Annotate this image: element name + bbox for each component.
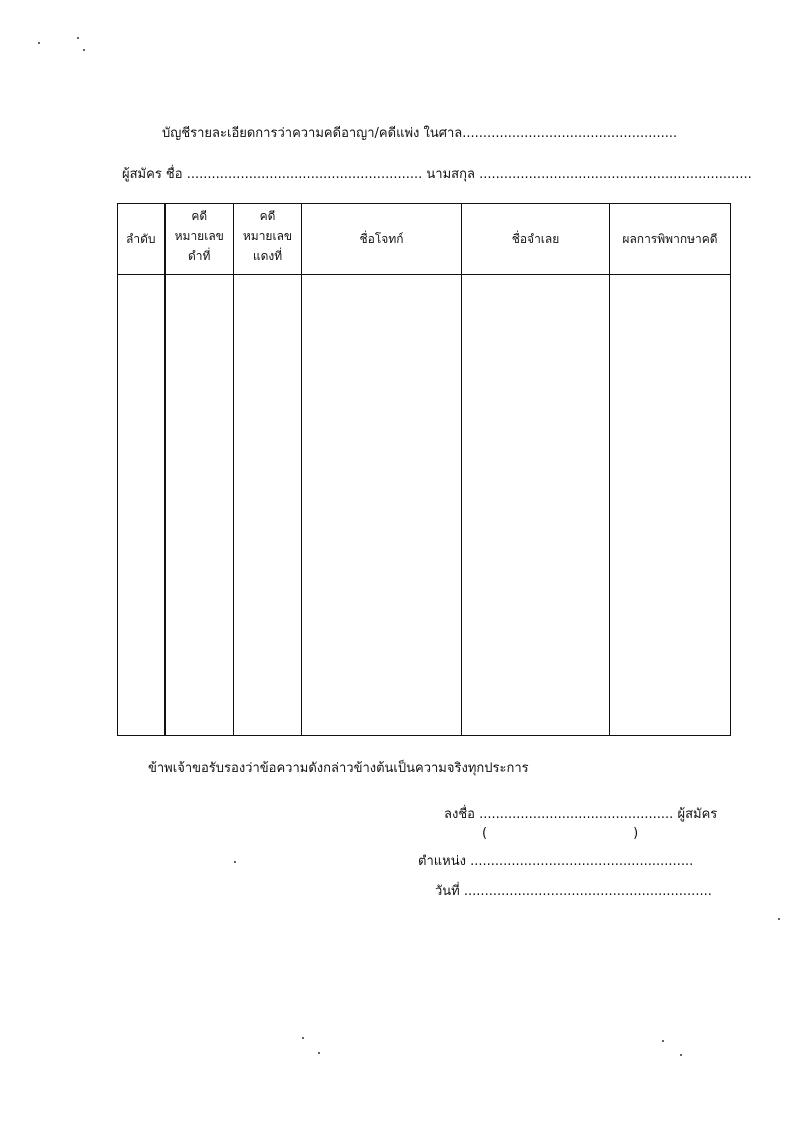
table-header-row xyxy=(118,204,731,275)
scan-speck xyxy=(83,49,85,51)
scan-speck xyxy=(318,1052,320,1054)
col-header-judgment: ผลการพิพากษาคดี xyxy=(610,204,731,275)
first-name-field[interactable]: ......................................................... xyxy=(186,167,423,182)
applicant-label: ผู้สมัคร ชื่อ xyxy=(122,167,183,182)
surname-field[interactable]: .................................................................. xyxy=(479,167,752,182)
date-label: วันที่ xyxy=(435,884,460,899)
position-line xyxy=(418,850,693,871)
scan-speck xyxy=(234,861,236,863)
col-header-seq: ลำดับ xyxy=(118,204,165,275)
paren-open: ( xyxy=(482,826,488,841)
col-header-red-case-line1: คดี xyxy=(259,209,276,223)
col-header-red-case-line2: หมายเลข xyxy=(242,229,293,243)
col-header-black-case-line2: หมายเลข xyxy=(174,229,224,243)
surname-label: นามสกุล xyxy=(426,167,475,182)
court-name-field[interactable]: .................................................... xyxy=(462,126,678,141)
signature-field[interactable]: ............................................... xyxy=(479,807,674,822)
col-header-defendant: ชื่อจำเลย xyxy=(462,204,610,275)
case-table xyxy=(117,203,731,736)
position-label: ตำแหน่ง xyxy=(418,854,466,869)
form-title xyxy=(162,122,677,143)
certification-text: ข้าพเจ้าขอรับรองว่าข้อความดังกล่าวข้างต้นเป็นความจริงทุกประการ xyxy=(148,761,529,776)
applicant-role-label: ผู้สมัคร xyxy=(677,807,718,822)
sign-label: ลงชื่อ xyxy=(444,807,475,822)
col-header-black-case-line3: ดำที่ xyxy=(188,249,211,263)
applicant-name-line xyxy=(122,163,752,184)
scan-speck xyxy=(77,37,79,39)
col-header-red-case-line3: แดงที่ xyxy=(252,249,283,263)
printed-name-line[interactable] xyxy=(482,826,638,841)
position-field[interactable]: ...................................................... xyxy=(470,854,694,869)
cell-black-case[interactable] xyxy=(165,275,234,736)
col-header-red-case xyxy=(234,204,302,275)
table-row xyxy=(118,275,731,736)
cell-seq[interactable] xyxy=(118,275,165,736)
cell-judgment[interactable] xyxy=(610,275,731,736)
date-line xyxy=(435,880,712,901)
paren-close: ) xyxy=(633,826,639,841)
form-title-text: บัญชีรายละเอียดการว่าความคดีอาญา/คดีแพ่ง ในศาล xyxy=(162,126,463,141)
scan-speck xyxy=(38,42,40,44)
cell-plaintiff[interactable] xyxy=(302,275,462,736)
cell-defendant[interactable] xyxy=(462,275,610,736)
col-header-plaintiff: ชื่อโจทก์ xyxy=(302,204,462,275)
cell-red-case[interactable] xyxy=(234,275,302,736)
signature-line xyxy=(444,803,717,824)
col-header-black-case xyxy=(165,204,234,275)
scan-speck xyxy=(680,1054,682,1056)
scan-speck xyxy=(778,918,780,920)
scan-speck xyxy=(302,1037,304,1039)
date-field[interactable]: ............................................................ xyxy=(463,884,712,899)
col-header-black-case-line1: คดี xyxy=(191,209,208,223)
scan-speck xyxy=(662,1040,664,1042)
